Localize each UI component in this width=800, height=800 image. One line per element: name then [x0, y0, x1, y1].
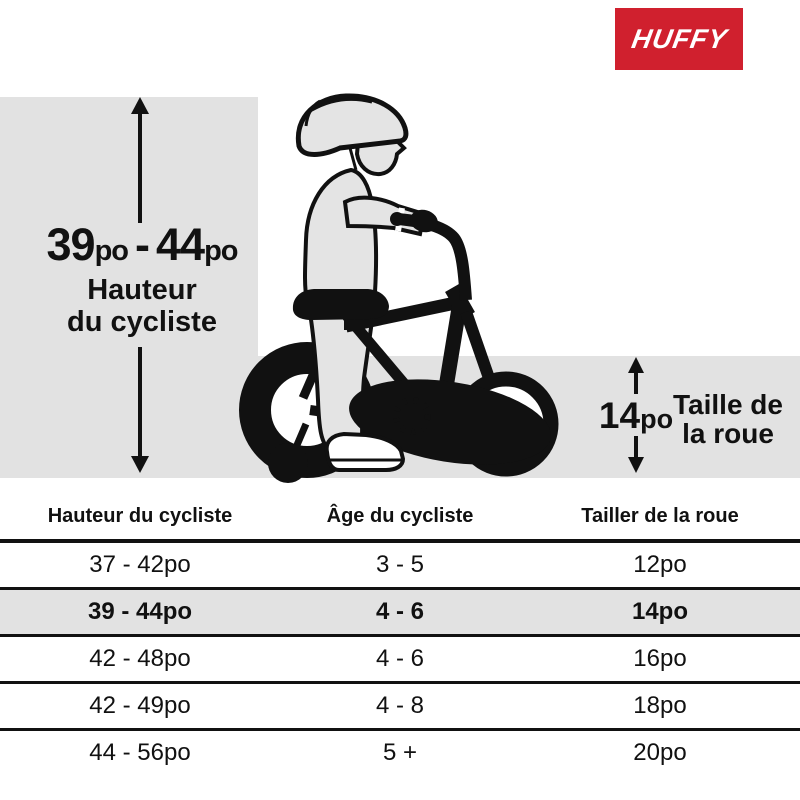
cell-rider-height: 42 - 48po	[89, 645, 191, 672]
wheel-size-label	[666, 391, 790, 449]
col-header-rider-age: Âge du cycliste	[326, 505, 474, 527]
helmet-strap	[350, 148, 356, 170]
cell-wheel-size: 16po	[633, 645, 687, 672]
cell-wheel-size: 12po	[633, 551, 687, 578]
size-table-header	[0, 494, 800, 543]
bike-and-child	[255, 96, 557, 483]
wheel-size-label-line1: Taille de	[673, 389, 783, 420]
cell-wheel-size: 14po	[631, 598, 688, 625]
cell-rider-height: 44 - 56po	[89, 739, 191, 766]
col-header-wheel-size: Tailler de la roue	[581, 505, 739, 527]
training-wheel	[268, 443, 308, 483]
rider-height-range: 39po - 44po	[46, 219, 238, 270]
cell-wheel-size: 18po	[633, 692, 687, 719]
rider-height-label-line2: du cycliste	[67, 305, 217, 338]
cell-rider-age: 3 - 5	[375, 551, 425, 578]
huffy-logo-text: HUFFY	[628, 23, 730, 54]
col-header-rider-height: Hauteur du cycliste	[47, 505, 233, 527]
cell-rider-height: 39 - 44po	[87, 598, 193, 625]
table-row	[0, 637, 800, 684]
cell-rider-height: 37 - 42po	[89, 551, 191, 578]
wheel-size-label-line2: la roue	[682, 417, 774, 449]
rider-height-label-line1: Hauteur	[87, 274, 197, 306]
wheel-size-value: 14po	[598, 395, 674, 436]
cell-rider-age: 5 +	[382, 739, 418, 766]
table-row	[0, 590, 800, 637]
table-row	[0, 543, 800, 590]
rider-height-callout	[0, 219, 284, 339]
cell-rider-age: 4 - 6	[375, 645, 425, 672]
cell-rider-age: 4 - 8	[375, 692, 425, 719]
cell-rider-age: 4 - 6	[375, 598, 425, 625]
seat	[293, 289, 389, 320]
table-row	[0, 731, 800, 775]
cell-wheel-size: 20po	[633, 739, 687, 766]
cell-rider-height: 42 - 49po	[89, 692, 191, 719]
size-table	[0, 494, 800, 775]
table-row	[0, 684, 800, 731]
grip-end	[390, 212, 404, 226]
